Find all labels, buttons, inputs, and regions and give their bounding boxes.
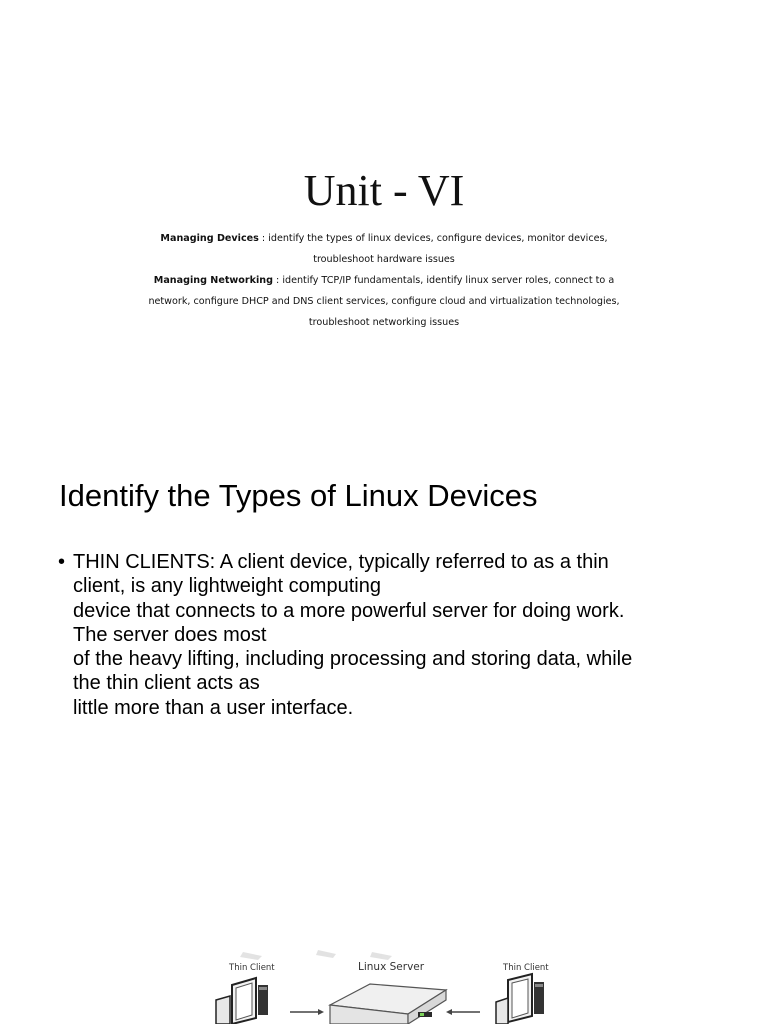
right-to-server-arrow-icon <box>446 1009 480 1015</box>
subtitle-line-3 <box>84 270 684 291</box>
linux-server-icon <box>330 984 446 1024</box>
left-client-label: Thin Client <box>229 963 275 973</box>
watermark-fragment <box>240 950 392 960</box>
right-client-monitor-icon <box>496 974 544 1024</box>
slide-subtitle <box>84 228 684 333</box>
managing-networking-label: Managing Networking <box>153 275 273 286</box>
right-client-label: Thin Client <box>503 963 549 973</box>
bullet-dot: • <box>58 551 66 573</box>
bullet-line: The server does most <box>73 623 267 646</box>
managing-devices-text: : identify the types of linux devices, configure devices, monitor devices, <box>258 233 608 244</box>
subtitle-line-1 <box>84 228 684 249</box>
section-heading: Identify the Types of Linux Devices <box>59 478 538 513</box>
left-client-monitor-icon <box>216 978 268 1024</box>
subtitle-line-2: troubleshoot hardware issues <box>313 254 455 265</box>
diagram-graphic <box>0 930 768 1024</box>
subtitle-line-4: network, configure DHCP and DNS client services, configure cloud and virtualization technologies, <box>148 296 620 307</box>
slide-title: Unit - VI <box>303 166 465 215</box>
bullet-line: little more than a user interface. <box>73 696 354 719</box>
bullet-list-item <box>58 550 738 720</box>
left-to-server-arrow-icon <box>290 1009 324 1015</box>
subtitle-line-5: troubleshoot networking issues <box>308 317 460 328</box>
bullet-line: the thin client acts as <box>73 672 260 695</box>
thin-client-diagram <box>0 930 768 1024</box>
server-label: Linux Server <box>358 961 425 973</box>
managing-networking-text: : identify TCP/IP fundamentals, identify linux server roles, connect to a <box>272 275 615 286</box>
bullet-line: of the heavy lifting, including processing and storing data, while <box>73 648 633 671</box>
managing-devices-label: Managing Devices <box>160 233 259 244</box>
bullet-line: THIN CLIENTS: A client device, typically referred to as a thin <box>73 551 609 573</box>
bullet-line: client, is any lightweight computing <box>73 575 381 598</box>
bullet-text <box>73 550 738 720</box>
bullet-line: device that connects to a more powerful server for doing work. <box>73 599 625 622</box>
